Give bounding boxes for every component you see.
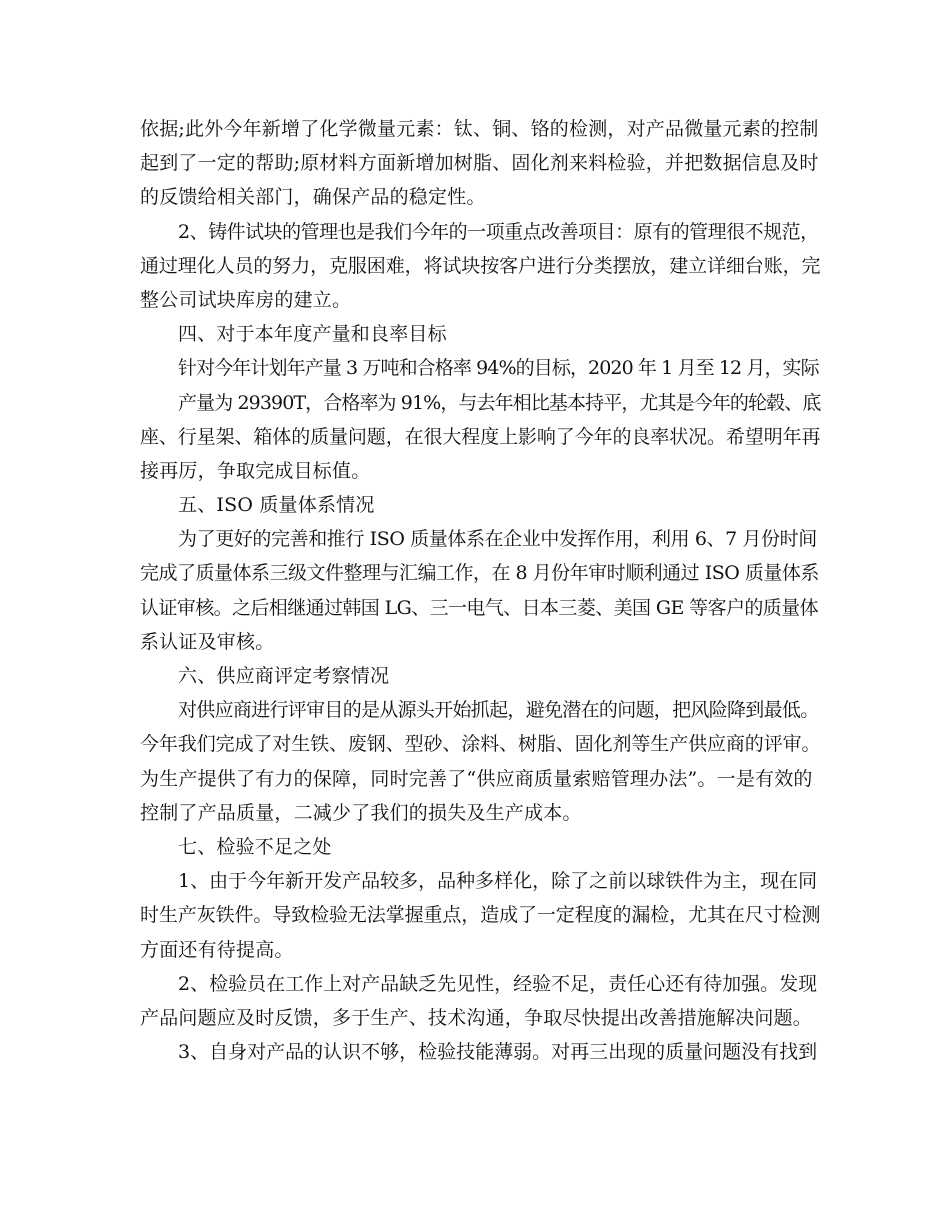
text-line: 依据;此外今年新增了化学微量元素：钛、铜、铬的检测，对产品微量元素的控制 <box>140 118 819 140</box>
text-line: 2、检验员在工作上对产品缺乏先见性，经验不足，责任心还有待加强。发现 <box>178 972 818 995</box>
text-line: 系认证及审核。 <box>140 630 275 653</box>
text-line: 今年我们完成了对生铁、废钢、型砂、涂料、树脂、固化剂等生产供应商的评审。 <box>140 733 821 756</box>
text-line: 方面还有待提高。 <box>140 938 294 961</box>
text-line: 对供应商进行评审目的是从源头开始抓起，避免潜在的问题，把风险降到最低。 <box>178 699 819 722</box>
text-line: 完成了质量体系三级文件整理与汇编工作，在 8 月份年审时顺利通过 ISO 质量体系 <box>140 562 819 585</box>
text-line: 认证审核。之后相继通过韩国 LG、三一电气、日本三菱、美国 GE 等客户的质量体 <box>140 596 818 619</box>
text-line: 的反馈给相关部门，确保产品的稳定性。 <box>140 186 486 209</box>
text-line: 座、行星架、箱体的质量问题，在很大程度上影响了今年的良率状况。希望明年再 <box>140 425 821 448</box>
text-line: 产品问题应及时反馈，多于生产、技术沟通，争取尽快提出改善措施解决问题。 <box>140 1006 813 1029</box>
text-line: 通过理化人员的努力，克服困难，将试块按客户进行分类摆放，建立详细台账，完 <box>140 254 821 277</box>
text-line: 产量为 29390T，合格率为 91%，与去年相比基本持平，尤其是今年的轮毂、底 <box>178 391 821 414</box>
document-body <box>140 112 820 1069</box>
text-line: 起到了一定的帮助;原材料方面新增加树脂、固化剂来料检验，并把数据信息及时 <box>140 152 819 175</box>
text-line: 针对今年计划年产量 3 万吨和合格率 94%的目标，2020 年 1 月至 12 月，实际 <box>178 357 819 380</box>
section-heading: 七、检验不足之处 <box>178 835 332 858</box>
section-heading: 六、供应商评定考察情况 <box>178 665 390 687</box>
section-heading: 四、对于本年度产量和良率目标 <box>178 323 447 346</box>
text-line: 控制了产品质量，二减少了我们的损失及生产成本。 <box>140 801 582 824</box>
text-line: 整公司试块库房的建立。 <box>140 288 352 311</box>
text-line: 1、由于今年新开发产品较多，品种多样化，除了之前以球铁件为主，现在同 <box>178 870 818 893</box>
section-heading: 五、ISO 质量体系情况 <box>178 494 375 517</box>
text-line: 2、铸件试块的管理也是我们今年的一项重点改善项目：原有的管理很不规范， <box>178 220 819 243</box>
text-line: 时生产灰铁件。导致检验无法掌握重点，造成了一定程度的漏检，尤其在尺寸检测 <box>140 904 821 927</box>
text-line: 接再厉，争取完成目标值。 <box>140 459 371 482</box>
text-line: 3、自身对产品的认识不够，检验技能薄弱。对再三出现的质量问题没有找到 <box>178 1041 818 1064</box>
text-line: 为生产提供了有力的保障，同时完善了“供应商质量索赔管理办法”。一是有效的 <box>140 767 813 790</box>
text-line: 为了更好的完善和推行 ISO 质量体系在企业中发挥作用，利用 6、7 月份时间 <box>178 528 817 551</box>
